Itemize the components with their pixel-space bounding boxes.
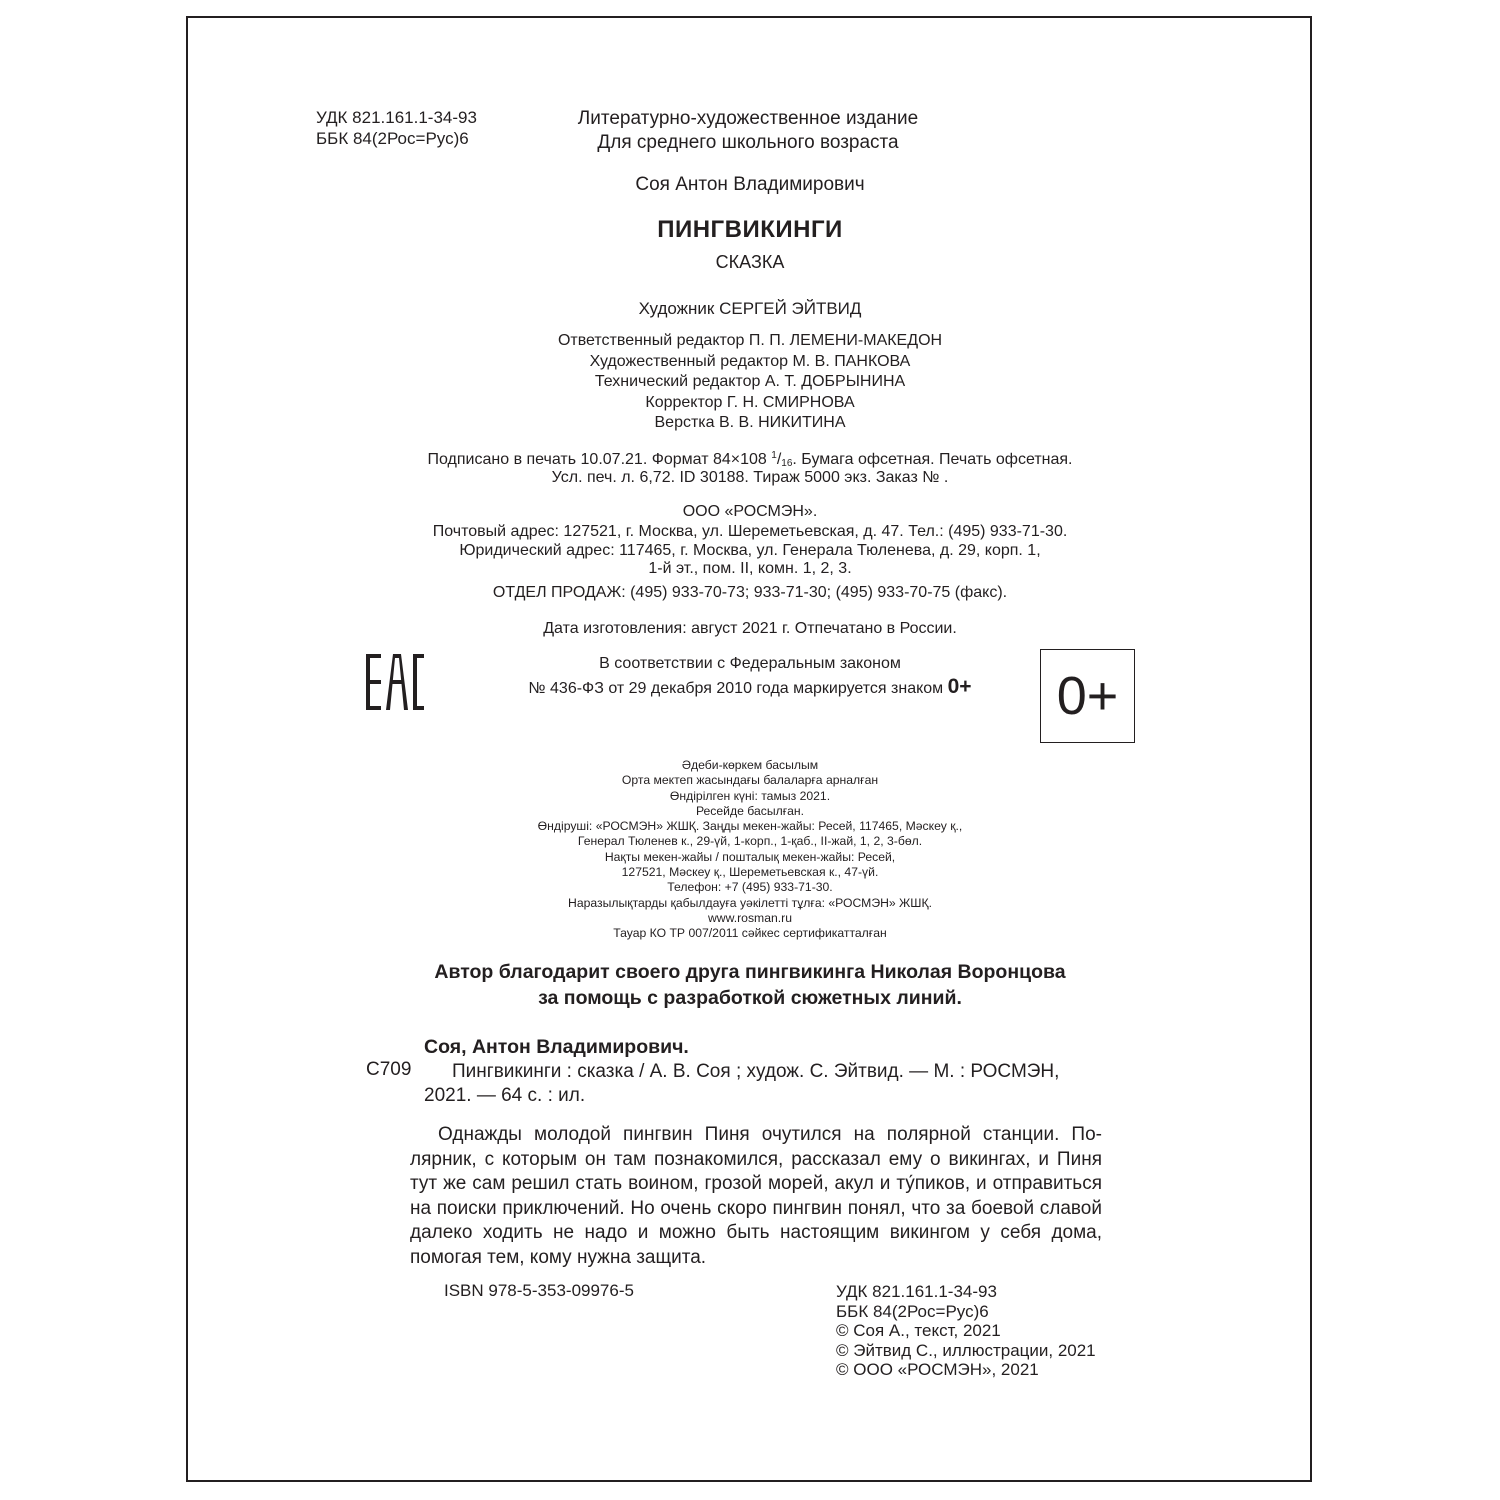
print-info-line2: Усл. печ. л. 6,72. ID 30188. Тираж 5000 экз. Заказ № .: [551, 469, 949, 486]
kazakh-line: Өндірілген күні: тамыз 2021.: [669, 788, 831, 803]
annotation: [410, 1123, 1102, 1271]
copyright-text: © Соя А., текст, 2021: [836, 1321, 1001, 1340]
kazakh-line: Өндіруші: «РОСМЭН» ЖШҚ. Заңды мекен-жайы: Ресей, 117465, Мәскеу қ.,: [537, 819, 963, 834]
kazakh-line: Генерал Тюленев к., 29-үй, 1-корп., 1-қаб., II-жай, 1, 2, 3-бөл.: [577, 834, 923, 849]
thanks-line2: за помощь с разработкой сюжетных линий.: [538, 987, 962, 1009]
kazakh-line: Ресейде басылған.: [695, 803, 805, 818]
editor-art: Художественный редактор М. В. ПАНКОВА: [589, 353, 911, 370]
bbk-code: ББК 84(2Рос=Рус)6: [316, 129, 469, 148]
editor-technical: Технический редактор А. Т. ДОБРЫНИНА: [594, 373, 906, 390]
legal-address-2: 1-й эт., пом. II, комн. 1, 2, 3.: [648, 560, 852, 577]
thanks-line1: Автор благодарит своего друга пингвикинга Николая Воронцова: [434, 961, 1066, 983]
footer-udk: УДК 821.161.1-34-93: [836, 1282, 997, 1301]
catalog-code: С709: [366, 1059, 412, 1080]
postal-address: Почтовый адрес: 127521, г. Москва, ул. Шереметьевская, д. 47. Тел.: (495) 933-71-30.: [432, 523, 1068, 540]
production-date: Дата изготовления: август 2021 г. Отпечатано в России.: [543, 620, 957, 637]
isbn: ISBN 978-5-353-09976-5: [444, 1281, 634, 1300]
age-mark-inline: 0+: [947, 675, 972, 698]
kazakh-info-block: [0, 758, 1500, 942]
proofreader: Корректор Г. Н. СМИРНОВА: [645, 394, 855, 411]
kazakh-line: Телефон: +7 (495) 933-71-30.: [667, 880, 833, 895]
legal-address-1: Юридический адрес: 117465, г. Москва, ул. Генерала Тюленева, д. 29, корп. 1,: [459, 542, 1041, 559]
genre: СКАЗКА: [715, 252, 785, 272]
age-law-line1: В соответствии с Федеральным законом: [599, 655, 901, 672]
age-rating-box: 0+: [1040, 649, 1135, 743]
kazakh-line: Әдеби-көркем басылым: [681, 758, 819, 772]
age-law-line2: № 436-ФЗ от 29 декабря 2010 года маркируется знаком 0+: [528, 675, 972, 698]
audience: Для среднего школьного возраста: [597, 132, 899, 153]
book-title: ПИНГВИКИНГИ: [657, 216, 843, 243]
kazakh-line: 127521, Мәскеу қ., Шереметьевская к., 47-үй.: [621, 865, 879, 880]
catalog-heading: Соя, Антон Владимирович.: [424, 1036, 689, 1058]
footer-bbk: ББК 84(2Рос=Рус)6: [836, 1301, 989, 1321]
kazakh-line: www.rosman.ru: [708, 910, 792, 925]
copyright-block: [836, 1282, 1096, 1380]
edition-type: Литературно-художественное издание: [577, 108, 919, 129]
kazakh-line: Нақты мекен-жайы / пошталық мекен-жайы: Ресей,: [604, 849, 896, 864]
udk-code: УДК 821.161.1-34-93: [316, 108, 477, 127]
kazakh-line: Тауар КО ТР 007/2011 сәйкес сертификатталған: [613, 926, 887, 941]
layout-designer: Верстка В. В. НИКИТИНА: [654, 414, 846, 431]
copyright-publisher: © ООО «РОСМЭН», 2021: [836, 1360, 1039, 1379]
kazakh-line: Наразылықтарды қабылдауға уәкілетті тұлға: «РОСМЭН» ЖШҚ.: [568, 895, 932, 910]
print-info-line1: Подписано в печать 10.07.21. Формат 84×108 $^1/_{16}$. Бумага офсетная. Печать офсетная.: [427, 450, 1073, 469]
copyright-illustrations: © Эйтвид С., иллюстрации, 2021: [836, 1340, 1096, 1360]
editor-responsible: Ответственный редактор П. П. ЛЕМЕНИ-МАКЕДОН: [557, 332, 943, 349]
illustrator: Художник СЕРГЕЙ ЭЙТВИД: [638, 299, 862, 318]
catalog-line2: 2021. — 64 с. : ил.: [424, 1085, 586, 1106]
catalog-line1: Пингвикинги : сказка / А. В. Соя ; худож. С. Эйтвид. — М. : РОСМЭН,: [452, 1061, 1060, 1082]
sales-department: ОТДЕЛ ПРОДАЖ: (495) 933-70-73; 933-71-30; (495) 933-70-75 (факс).: [492, 584, 1008, 601]
kazakh-line: Орта мектеп жасындағы балаларға арналған: [621, 773, 879, 788]
annotation-text: Однажды молодой пингвин Пиня очутился на полярной станции. Полярник, с которым он там познакомился, рассказал ему о викингах, и Пиня тут же сам решил стать воином, грозой морей, акул и ту́пиков, и отправиться на поиски приключений. Но очень скоро пингвин понял, что за боевой славой далеко ходить не надо и можно быть настоящим викингом у себя дома, помогая тем, кому нужна защита.: [410, 1124, 1102, 1268]
publisher-name: ООО «РОСМЭН».: [682, 503, 818, 520]
author-name: Соя Антон Владимирович: [635, 174, 865, 195]
